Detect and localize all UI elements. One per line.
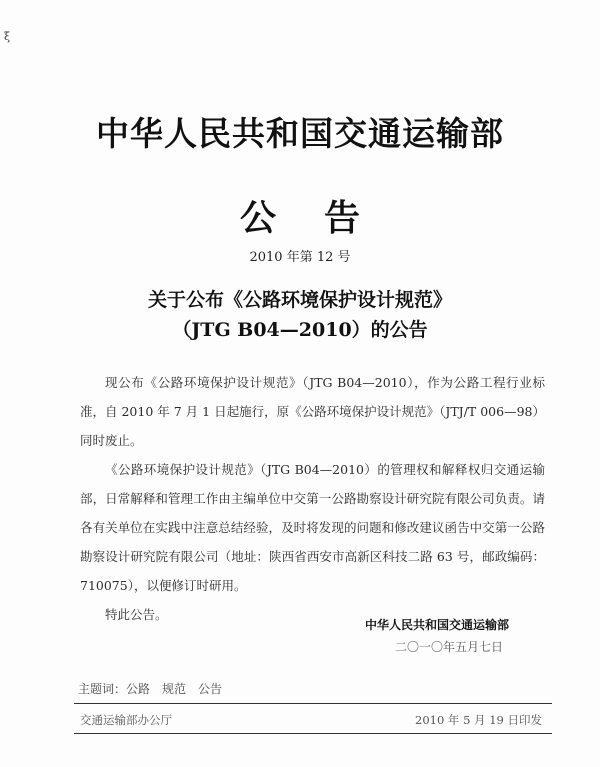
keywords-line: 主题词：公路 规范 公告 (78, 682, 223, 696)
notice-number: 2010 年第 12 号 (249, 250, 351, 265)
subject-title-line1: 关于公布《公路环境保护设计规范》 (147, 289, 452, 311)
body-paragraph-1: 现公布《公路环境保护设计规范》（JTG B04—2010），作为公路工程行业标准，自 2010 年 7 月 1 日起施行，原《公路环境保护设计规范》（JTJ/T 006—98）同时废止。 (80, 375, 545, 448)
signature-date: 二〇一〇年五月七日 (395, 640, 504, 654)
signature-organization: 中华人民共和国交通运输部 (365, 618, 510, 632)
footer-issuer: 交通运输部办公厅 (80, 713, 172, 727)
notice-title: 公告 (239, 197, 408, 239)
footer-rule-bottom (74, 733, 552, 734)
body-paragraph-2: 《公路环境保护设计规范》（JTG B04—2010）的管理权和解释权归交通运输部，日常解释和管理工作由主编单位中交第一公路勘察设计研究院有限公司负责。请各有关单位在实践中注意总结经验，及时将发现的问题和修改建议函告中交第一公路勘察设计研究院有限公司（地址：陕西省西安市高新区科技二路 63 号，邮政编码：710075），以便修订时研用。 (80, 462, 545, 593)
footer-rule-top (74, 703, 552, 704)
footer-issue-date: 2010 年 5 月 19 日印发 (415, 713, 542, 727)
body-paragraph-3: 特此公告。 (105, 607, 168, 622)
subject-title-line2: （JTG B04—2010）的公告 (172, 319, 428, 341)
ministry-title: 中华人民共和国交通运输部 (96, 114, 504, 153)
corner-mark: ξ (4, 30, 11, 43)
